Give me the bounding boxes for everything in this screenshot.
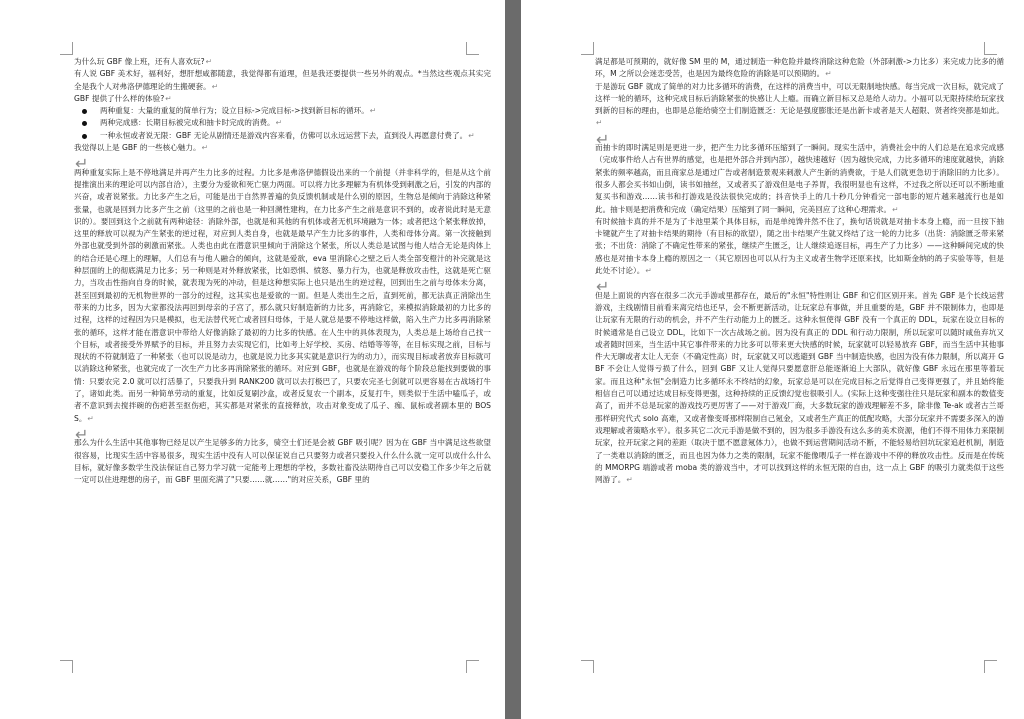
paragraph-gacha-instant: 而抽卡的即时满足则是更进一步，把产生力比多循环压缩到了一瞬间。现实生活中，消费社会中的人们总是在追求完成感（完成事件给人占有世界的感觉，也是把外部合并到内部），越快速越好（因为越快完成，力比多循环的速度就越快，消除紧张的频率越高，而且商家总是通过广告或者制造景观来刺激人产生新的消费欲，于是人们就更急切于消除旧的力比多）。很多人都会买书如山倒，读书如抽丝，又或者买了游戏但是电子养胃，我很明显也有这样，不过我之所以还可以不断地重复买书和游戏……读书和打游戏是没法很快完成的；抖音快手上的几十秒几分钟看完一部电影的短片越来越流行也是如此。抽卡则是把消费和完成（确定结果）压缩到了同一瞬间，完美回应了这种心理需求。 ↵ — [595, 142, 1004, 216]
paragraph-why-attracted: 那么为什么生活中其他事物已经足以产生足够多的力比多，骑空士们还是会被 GBF 吸引呢？因为在 GBF 当中满足这些欲望很容易，比现实生活中容易很多，现实生活中没有人可以保证说自己只要努力或者只要投入什么什么就一定可以成什么什么目标，就好像多数学生没法保证自己努力学习就一定能考上理想的学校，多数社畜没法期待自己可以安稳工作多少年之后就一定可以住进理想的房子，而 GBF 里面充满了"只要……就……"的对应关系，GBF 里的 — [74, 438, 491, 485]
bullet-item: 一种永恒或者说无限：GBF 无论从剧情还是游戏内容来看，仿佛可以永远运营下去，直到没人再愿意付费了。 ↵ — [74, 130, 491, 142]
bullet-dot-icon — [82, 121, 87, 126]
paragraph-eternity: 但是上面说的内容在很多二次元手游或里都存在，最后的"永恒"特性则让 GBF 和它们区别开来。首先 GBF 是个长线运营游戏，主线剧情目前看来离完结也还早，会不断更新活动，让玩家总有事做，并且重要的是，GBF 并不限制体力，也即是让玩家有无限的行动的机会，并不产生行动能力上的匮乏。这种永恒使得 GBF 没有一个真正的 DDL，玩家在设立目标的时候通常是自己设立 DDL，比如下一次古战场之前。因为没有真正的 DDL 和行动力限制，所以玩家可以随时咸鱼弃坑又或者随时回来，当生活中其它事件带来的力比多可以带来更大快感的时候，玩家就可以轻易放弃 GBF，而当生活中其他事件大无聊或者太让人无奈（不确定性高）时，玩家就又可以逃避到 GBF 当中制造快感，也因为没有体力限制，所以离开 GBF 不会让人觉得亏损了什么，回到 GBF 又让人觉得只要愿意肝总能逐渐追上大部队，就好像 GBF 永远在那里等着玩家。而且这种"永恒"会制造力比多循环永不终结的幻象，玩家总是可以在完成目标之后觉得自己变得更强了，并且始终能相信自己可以通过达成目标变得更强，这种持续的正反馈幻觉也很吸引人。(实际上这种变强往往只是玩家和副本的数值变高了，而并不总是玩家的游戏技巧更厉害了——对于游戏厂商，大多数玩家的游戏理解差不多，除非像 Te-ak 或者古兰哥那样研究代式 solo 高难，又或者像变哥那样限制自己氪金，又或者生产真正的低配攻略，大部分玩家并不需要多深入的游戏理解或者策略水平）。很多其它二次元手游是做不到的，因为很多手游没有这么多的美术资源，他们不得不用体力来限制玩家，拉开玩家之间的差距（取决于愿不愿意氪体力），也做不到运营期间活动不断，不能轻易给回坑玩家追赶机制，制造了一类难以消除的匮乏，而且也因为体力之类的限制，玩家不能像喂瓜子一样在游戏中不停的释放攻击性。反而是在传统的 MMORPG 端游或者 moba 类的游戏当中，才可以找到这样的永恒无限的自由，这一点上 GBF 的吸引力就类似于这些网游了。 ↵ — [595, 290, 1004, 487]
paragraph-libido-theory: 两种重复实际上是不停地满足并再产生力比多的过程。力比多是弗洛伊德假设出来的一个前提（并非科学的，但是从这个前提推演出来的理论可以内部自洽），主要分为爱欲和死亡驱力两面。可以将力比多理解为有机体受到刺激之后，引发的内部的兴奋，或者说紧张。力比多产生之后，可能是出于自然界普遍的负反馈机制或是什么别的原因，生物总是倾向于消除这种紧张量，也就是回到力比多产生之前（这里的之前也是一种回溯性建构，在力比多产生之前是意识不到的，或者说此时是无意识的）。要回到这个之前就有两种途径：消除外部，也就是和其他的有机体或者无机环境融为一体；或者把这个紧张释放掉，这里的释放可以视为产生紧张的逆过程，对应到人类自身，也就是最早产生力比多的事件，人类和母体分离。第一次接触到外部也就受到外部的刺激而紧张。人类也由此在潜意识里倾向于消除这个紧张，所以人类总是试图与他人结合无论是肉体上的结合还是心理上的理解，人们总有与他人融合的倾向，这就是爱欲，eva 里消除心之壁之后人类全部变橙汁的补完就是这种层面的上的彻底满足力比多；另一种则是对外释放紧张，比如恐惧、愤怒、暴力行为，也就是释放攻击性，这就是死亡驱力，当攻击性指向自身的时候，就表现为死的冲动，但是这种想实际上也只是出生的逆过程，回到出生之前与母体未分离，甚至回到最初的无机物世界的一部分的过程，这其实也是爱欲的一面。但是人类出生之后，直到死前，都无法真正消除出生带来的力比多，因为大家都没法再回到母亲的子宫了，那么就只好制造新的力比多，再消除它，来模拟消除最初的力比多的过程，这样的过程因为只是模拟，也无法替代死亡或者回归母体，于是人就总是要不停地这样做，陷入生产力比多再消除紧张的循环，这样才能在潜意识中带给人好像消除了最初的力比多的快感。在人生中的具体表现为，人类总是上场给自己找一个目标，或者接受外界赋予的目标，并且努力去实现它们，比如考上好学校、买房、结婚等等等，在目标实现之前，目标与现状的不符就制造了一种紧张（也可以说是动力，也就是说力比多其实就是意识行为的动力），而实现目标或者放弃目标就可以消除这种紧张，也就完成了一次生产力比多再消除紧张的循环。对应到 GBF，也就是在游戏的每个阶段总能找到要做的事情：只要农完 2.0 就可以打活暴了，只要我升到 RANK200 就可以去打极巴了，只要农完圣七剑就可以更容易在古战场打牛了，诸如此类。而另一种简单劳动的重复，比如反复刷沙盒，或者反复农一个副本，反复打牛，则类似于生活中嗑瓜子，或者不意识到去搅拌碗的伤疤甚至抠伤疤，其实都是对紧张的直接释放，攻击对象变成了瓜子、痂、鼠标或者副本里的 BOSS。 ↵ — [74, 167, 491, 425]
paragraph-gacha-addiction: 有时候抽卡真的并不是为了卡池里某个具体目标，而是单纯馋井然不住了，换句话说就是对抽卡本身上瘾，而一旦按下抽卡键就产生了对抽卡结果的期待（有目标的欲望），随之出卡结果产生就又终结了这一轮的力比多（出货：消除匮乏带来紧张；不出货：消除了不确定性带来的紧张，继续产生匮乏，让人继续追逐目标，再生产了力比多）——这种瞬间完成的快感也是对抽卡本身上瘾的原因之一（其它原因也可以从行为主义或者生物学还原来找，比如斯金纳的鸽子实验等等，但是此处不讨论）。 ↵ — [595, 216, 1004, 277]
margin-mark-bottom-left — [581, 660, 594, 673]
document-page-right[interactable] — [521, 0, 1024, 719]
paragraph-predictable-satisfaction: 满足都是可预期的，就好像 SM 里的 M，通过制造一种危险并最终消除这种危险（外部刺激->力比多）来完成力比多的循环，M 之所以会迷恋受苦，也是因为最终危险的消除是可以预期的。 ↵ — [595, 56, 1004, 81]
margin-mark-top-left — [60, 42, 73, 55]
blank-line — [595, 277, 1004, 289]
bullet-list — [74, 105, 491, 142]
bullet-item: 两种完成感：长期目标被完成和抽卡时完成的消费。 ↵ — [74, 117, 491, 129]
blank-line — [74, 154, 491, 166]
paragraph-question-title: 为什么玩 GBF 像上班，还有人喜欢玩? ↵ — [74, 56, 491, 68]
page-gap — [505, 0, 521, 719]
bullet-dot-icon — [82, 134, 87, 139]
paragraph-core-appeal: 我觉得以上是 GBF 的一些核心魅力。 ↵ — [74, 142, 491, 154]
margin-mark-bottom-right — [466, 660, 479, 673]
margin-mark-top-right — [466, 42, 479, 55]
paragraph-consumption-loop: 于是游玩 GBF 就成了简单的对力比多循环的消费，在这样的消费当中，可以无限制地快感。每当完成一次目标，就完成了这样一轮的循环，这种完成目标后消除紧张的快感让人上瘾。而确立新目标又总是给人动力。小福可以无限持续给玩家找到新的目标的理由，也即是总能给骑空士们制造匮乏：无论是强度膨胀还是出新卡或者是天人超限、贤者终突都是如此。 ↵ — [595, 81, 1004, 130]
bullet-dot-icon — [82, 109, 87, 114]
blank-line — [74, 425, 491, 437]
paragraph-intro: 有人说 GBF 美术好，福利好，想肝想咸都随意，我觉得都有道理，但是我还要提供一些另外的观点。*当然这些观点其实完全是我个人对弗洛伊德理论的生搬硬套。 ↵ — [74, 68, 491, 93]
margin-mark-bottom-right — [984, 660, 997, 673]
margin-mark-bottom-left — [60, 660, 73, 673]
paragraph-experience-question: GBF 提供了什么样的体验? ↵ — [74, 93, 491, 105]
blank-line — [595, 130, 1004, 142]
margin-mark-top-right — [984, 42, 997, 55]
margin-mark-top-left — [581, 42, 594, 55]
document-page-left[interactable] — [0, 0, 505, 719]
bullet-item: 两种重复：大量的重复的简单行为；设立目标->完成目标->找到新目标的循环。 ↵ — [74, 105, 491, 117]
